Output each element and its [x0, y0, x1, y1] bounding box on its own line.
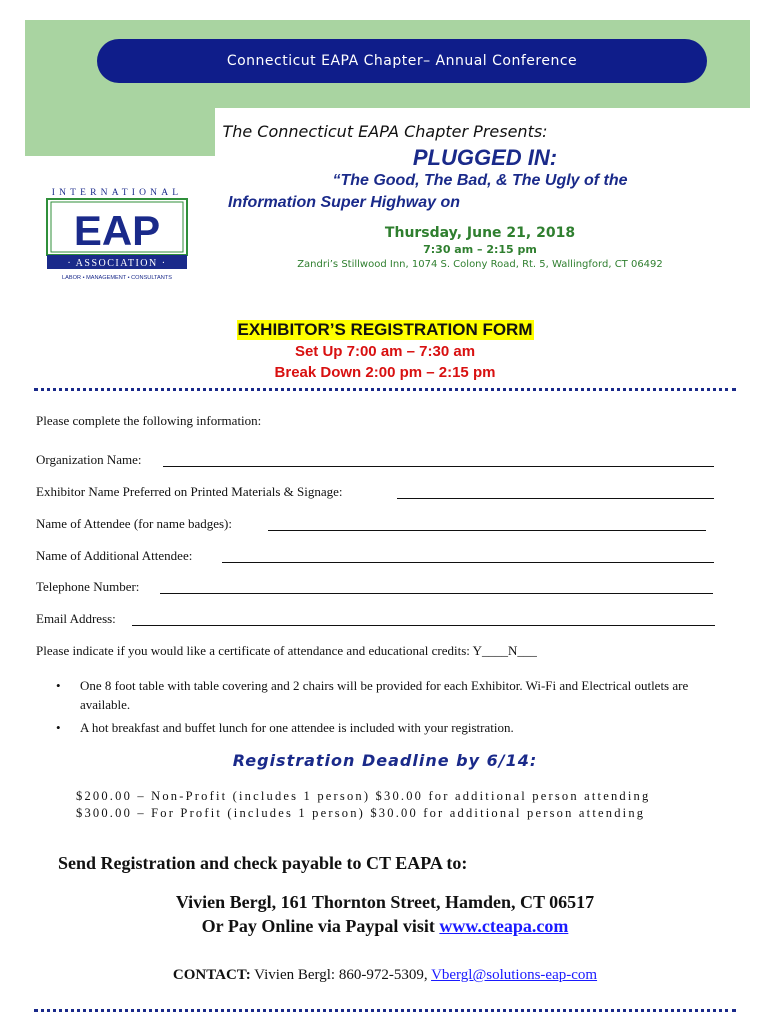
- additional-attendee-field[interactable]: [222, 562, 714, 563]
- contact-text: Vivien Bergl: 860-972-5309,: [250, 967, 432, 983]
- logo-main-text: EAP: [73, 207, 161, 254]
- email-label: Email Address:: [36, 611, 116, 626]
- paypal-prefix: Or Pay Online via Paypal visit: [201, 916, 440, 936]
- breakdown-time: Break Down 2:00 pm – 2:15 pm: [274, 364, 496, 381]
- additional-attendee-label: Name of Additional Attendee:: [36, 548, 193, 563]
- event-subtitle-line2: Information Super Highway on: [228, 194, 461, 211]
- registration-deadline: Registration Deadline by 6/14:: [232, 751, 538, 770]
- paypal-line: [0, 916, 770, 937]
- certificate-question: Please indicate if you would like a certificate of attendance and educational credits: Y____N___: [36, 643, 537, 658]
- paypal-link[interactable]: www.cteapa.com: [439, 916, 569, 936]
- setup-time: Set Up 7:00 am – 7:30 am: [294, 343, 476, 360]
- event-subtitle-line1: “The Good, The Bad, & The Ugly of the: [332, 172, 628, 189]
- exhibitor-info-list: [56, 676, 736, 741]
- attendee-label: Name of Attendee (for name badges):: [36, 516, 233, 531]
- contact-line: [0, 967, 770, 984]
- telephone-label: Telephone Number:: [36, 579, 140, 594]
- attendee-field[interactable]: [268, 530, 706, 531]
- dotted-divider: [34, 388, 736, 391]
- eap-association-logo: [42, 185, 192, 281]
- presents-line: The Connecticut EAPA Chapter Presents:: [222, 122, 548, 141]
- logo-top-text: INTERNATIONAL: [51, 188, 183, 198]
- event-date: Thursday, June 21, 2018: [384, 225, 576, 241]
- organization-label: Organization Name:: [36, 452, 142, 467]
- telephone-field[interactable]: [160, 593, 713, 594]
- list-item-text: A hot breakfast and buffet lunch for one attendee is included with your registration.: [80, 720, 514, 735]
- form-title-wrap: [0, 320, 770, 340]
- bullet-icon: •: [56, 720, 61, 735]
- mailing-address: Vivien Bergl, 161 Thornton Street, Hamden, CT 06517: [175, 892, 595, 912]
- list-item: [56, 718, 736, 737]
- form-intro: Please complete the following information:: [36, 413, 262, 428]
- conference-banner: [97, 39, 707, 83]
- list-item: [56, 676, 736, 714]
- event-venue: Zandri’s Stillwood Inn, 1074 S. Colony Road, Rt. 5, Wallingford, CT 06492: [297, 259, 663, 270]
- logo-bottom-text: LABOR • MANAGEMENT • CONSULTANTS: [62, 275, 172, 281]
- logo-band-text: · ASSOCIATION ·: [67, 258, 167, 269]
- price-profit: $300.00 – For Profit (includes 1 person) $30.00 for additional person attending: [76, 806, 646, 820]
- form-title: EXHIBITOR’S REGISTRATION FORM: [237, 320, 533, 339]
- contact-label: CONTACT:: [172, 967, 251, 983]
- contact-email-link[interactable]: Vbergl@solutions-eap-com: [431, 967, 598, 983]
- price-nonprofit: $200.00 – Non-Profit (includes 1 person) $30.00 for additional person attending: [76, 789, 651, 803]
- conference-banner-text: Connecticut EAPA Chapter– Annual Conference: [226, 53, 578, 69]
- organization-field[interactable]: [163, 466, 714, 467]
- send-registration-heading: Send Registration and check payable to CT EAPA to:: [58, 853, 468, 873]
- list-item-text: One 8 foot table with table covering and 2 chairs will be provided for each Exhibitor. Wi-Fi and Electrical outlets are available.: [80, 678, 689, 712]
- email-field[interactable]: [132, 625, 715, 626]
- exhibitor-name-label: Exhibitor Name Preferred on Printed Materials & Signage:: [36, 484, 343, 499]
- event-title: PLUGGED IN:: [412, 145, 558, 170]
- dotted-divider-bottom: [34, 1009, 736, 1012]
- event-time: 7:30 am – 2:15 pm: [423, 243, 537, 256]
- bullet-icon: •: [56, 678, 61, 693]
- exhibitor-name-field[interactable]: [397, 498, 714, 499]
